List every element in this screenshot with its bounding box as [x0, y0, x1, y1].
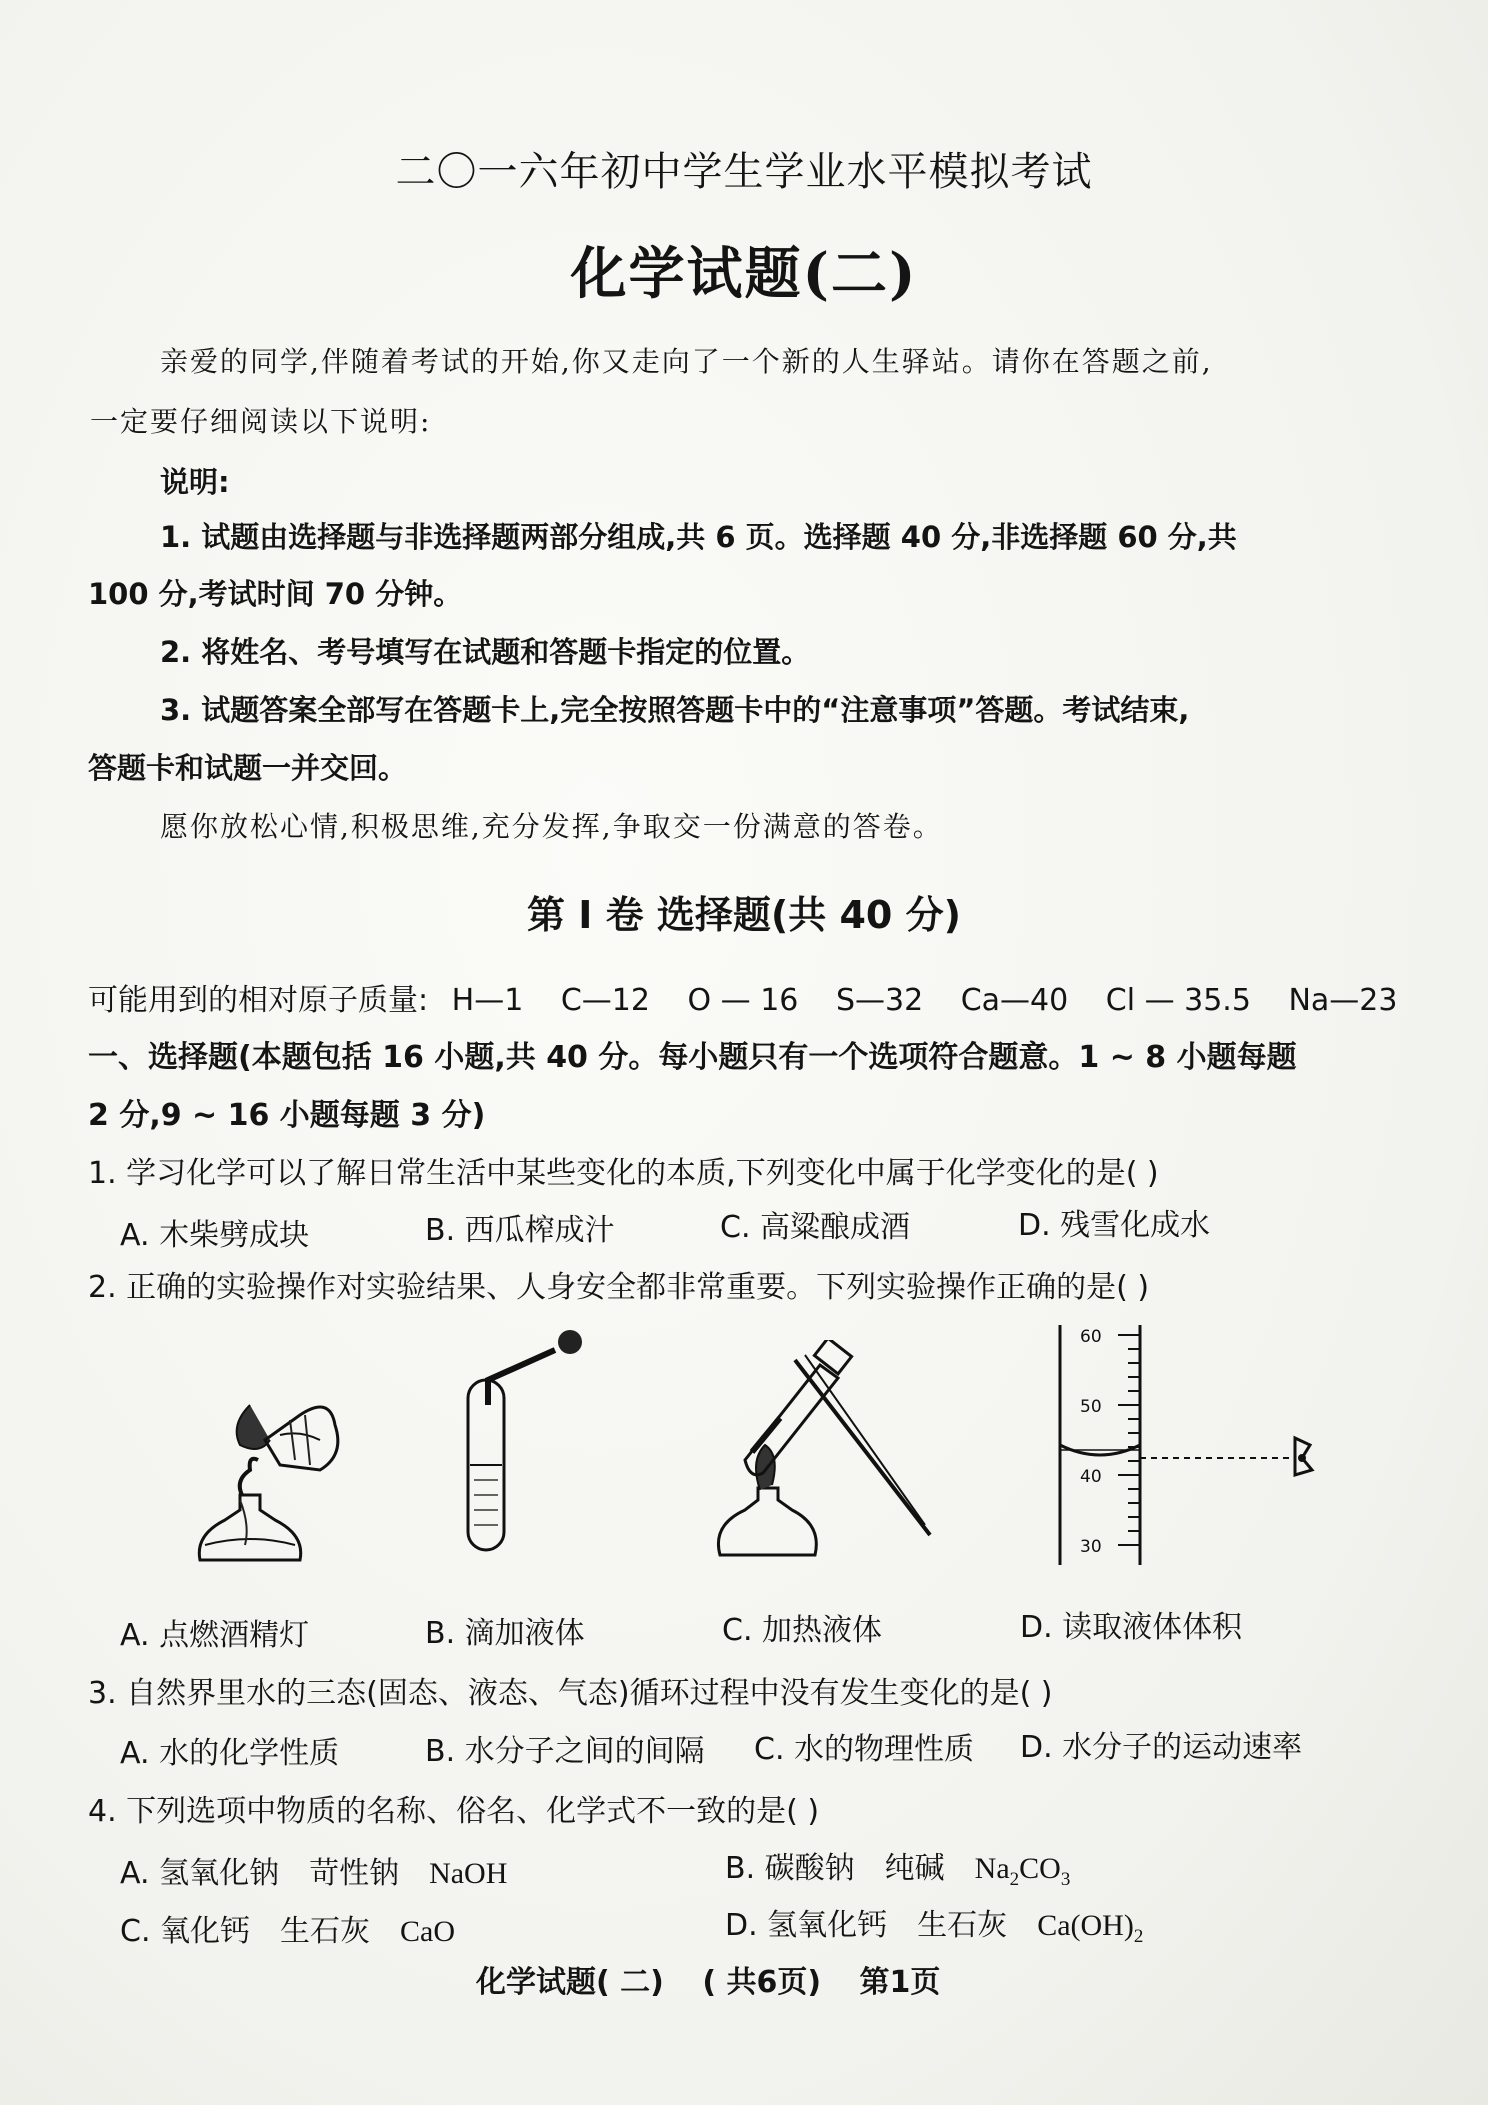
atomic-mass-item: Ca—40	[960, 983, 1069, 1018]
atomic-mass-line	[88, 975, 1425, 1019]
q4-option-a	[120, 1848, 507, 1892]
q1-option-a: A. 木柴劈成块	[120, 1218, 310, 1253]
q4-option-b	[725, 1843, 1070, 1891]
paper-title: 化学试题(二)	[570, 241, 918, 307]
q2-option-d: D. 读取液体体积	[1020, 1610, 1243, 1645]
part-instructions-1: 一、选择题(本题包括 16 小题,共 40 分。每小题只有一个选项符合题意。1 ~ 8 小题每题	[88, 1040, 1297, 1075]
option-name: B. 碳酸钠	[725, 1851, 855, 1886]
formula-part: Ca(OH)	[1037, 1909, 1134, 1942]
atomic-mass-item: O — 16	[687, 983, 799, 1018]
test-tube-dropper-icon	[440, 1325, 600, 1565]
question-4-stem: 4. 下列选项中物质的名称、俗名、化学式不一致的是( )	[88, 1794, 820, 1829]
q2-option-b: B. 滴加液体	[425, 1616, 585, 1651]
heating-test-tube-icon	[700, 1340, 950, 1565]
exam-name: 二〇一六年初中学生学业水平模拟考试	[395, 149, 1093, 195]
option-common-name: 生石灰	[280, 1914, 371, 1949]
q2-option-c: C. 加热液体	[722, 1613, 883, 1648]
question-3-stem: 3. 自然界里水的三态(固态、液态、气态)循环过程中没有发生变化的是( )	[88, 1676, 1053, 1711]
note-3-line-1: 3. 试题答案全部写在答题卡上,完全按照答题卡中的“注意事项”答题。考试结束,	[160, 693, 1190, 727]
tick-label: 30	[1080, 1537, 1102, 1557]
atomic-mass-item: C—12	[560, 983, 650, 1018]
option-formula: NaOH	[429, 1857, 508, 1890]
formula-part: Na	[974, 1852, 1010, 1885]
page-footer	[476, 1957, 968, 2001]
q3-option-c: C. 水的物理性质	[754, 1732, 975, 1767]
section-title: 第 I 卷 选择题(共 40 分)	[527, 893, 961, 937]
footer-page-number: 第1页	[859, 1965, 941, 2000]
graduated-cylinder-icon	[1040, 1320, 1320, 1565]
atomic-mass-label: 可能用到的相对原子质量:	[88, 983, 429, 1018]
option-name: C. 氧化钙	[120, 1914, 251, 1949]
note-1-line-1: 1. 试题由选择题与非选择题两部分组成,共 6 页。选择题 40 分,非选择题 60 分,共	[160, 520, 1237, 554]
q1-option-d: D. 残雪化成水	[1018, 1208, 1211, 1243]
notes-heading: 说明:	[160, 465, 230, 499]
alcohol-lamp-lighting-icon	[180, 1385, 370, 1575]
option-formula	[1037, 1909, 1144, 1947]
q1-option-c: C. 高粱酿成酒	[720, 1210, 911, 1245]
q2-option-a: A. 点燃酒精灯	[120, 1618, 310, 1653]
question-1-stem: 1. 学习化学可以了解日常生活中某些变化的本质,下列变化中属于化学变化的是( )	[88, 1156, 1159, 1191]
option-common-name: 苛性钠	[309, 1856, 400, 1891]
option-name: D. 氢氧化钙	[725, 1908, 888, 1943]
q3-option-b: B. 水分子之间的间隔	[425, 1734, 705, 1769]
atomic-mass-item: H—1	[451, 983, 524, 1018]
atomic-mass-item: Cl — 35.5	[1105, 983, 1251, 1018]
intro-line-2: 一定要仔细阅读以下说明:	[90, 405, 432, 438]
note-1-line-2: 100 分,考试时间 70 分钟。	[88, 577, 463, 611]
tick-label: 40	[1080, 1467, 1102, 1487]
formula-subscript: 2	[1133, 1926, 1144, 1947]
option-common-name: 生石灰	[917, 1908, 1008, 1943]
footer-total-pages: ( 共6页)	[702, 1965, 822, 2000]
atomic-mass-item: Na—23	[1288, 983, 1398, 1018]
option-common-name: 纯碱	[884, 1851, 945, 1886]
formula-subscript: 3	[1060, 1869, 1071, 1890]
tick-label: 60	[1080, 1327, 1102, 1347]
intro-line-1: 亲爱的同学,伴随着考试的开始,你又走向了一个新的人生驿站。请你在答题之前,	[160, 345, 1213, 378]
tick-label: 50	[1080, 1397, 1102, 1417]
q4-option-c	[120, 1906, 455, 1950]
option-name: A. 氢氧化钠	[120, 1856, 280, 1891]
q4-option-d	[725, 1900, 1143, 1948]
question-2-stem: 2. 正确的实验操作对实验结果、人身安全都非常重要。下列实验操作正确的是( )	[88, 1270, 1150, 1305]
option-formula	[974, 1852, 1071, 1890]
note-2: 2. 将姓名、考号填写在试题和答题卡指定的位置。	[160, 635, 811, 669]
part-instructions-2: 2 分,9 ~ 16 小题每题 3 分)	[88, 1098, 486, 1133]
formula-part: CO	[1019, 1852, 1061, 1885]
q1-option-b: B. 西瓜榨成汁	[425, 1213, 615, 1248]
note-3-line-2: 答题卡和试题一并交回。	[88, 751, 408, 785]
q3-option-d: D. 水分子的运动速率	[1020, 1730, 1303, 1765]
formula-subscript: 2	[1009, 1869, 1020, 1890]
q3-option-a: A. 水的化学性质	[120, 1736, 340, 1771]
option-formula: CaO	[400, 1915, 456, 1948]
wish-line: 愿你放松心情,积极思维,充分发挥,争取交一份满意的答卷。	[160, 810, 943, 843]
footer-title: 化学试题( 二)	[476, 1965, 664, 2000]
atomic-mass-item: S—32	[835, 983, 924, 1018]
